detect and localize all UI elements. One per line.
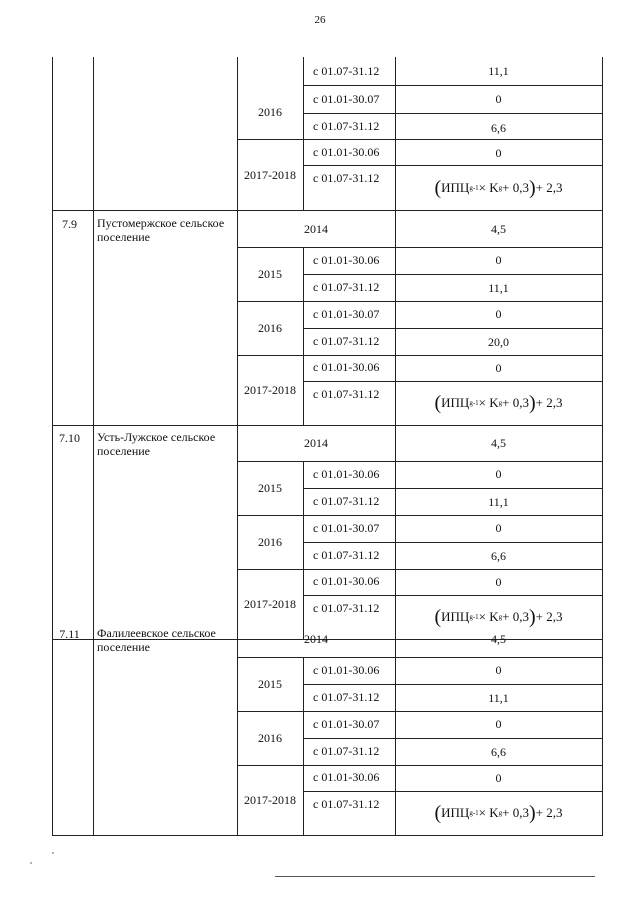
value-cell (395, 521, 602, 535)
year-cell (237, 620, 395, 657)
value-cell-text: 11,1 (488, 691, 509, 705)
formula-plus-23: + 2,3 (535, 609, 563, 624)
formula-plus-23: + 2,3 (535, 179, 563, 195)
year-cell (237, 85, 303, 139)
year-cell (237, 657, 303, 711)
formula-sub-g: g (498, 183, 503, 192)
table-rule (93, 424, 94, 639)
value-cell (395, 495, 602, 509)
value-cell-text: 0 (495, 521, 502, 535)
value-cell-text: 0 (495, 253, 502, 267)
paren-close: ) (529, 606, 536, 628)
section-number (52, 431, 87, 445)
period-cell (313, 280, 405, 294)
period-cell-text: с 01.07-31.12 (313, 797, 380, 811)
paren-open: ( (434, 606, 442, 628)
period-cell-text: с 01.07-31.12 (313, 601, 380, 615)
table-rule (93, 57, 94, 210)
table-rule (93, 210, 94, 425)
formula-plus-23: + 2,3 (535, 395, 563, 410)
paren-close: ) (529, 392, 536, 414)
section-number (52, 627, 87, 641)
value-cell-text: 0 (495, 146, 502, 160)
period-cell-text: с 01.01-30.06 (313, 770, 380, 784)
period-cell (313, 360, 405, 374)
formula-sub-g1: g-1 (469, 183, 479, 192)
period-cell-text: с 01.07-31.12 (313, 64, 380, 78)
paren-open: ( (434, 392, 442, 414)
value-cell-text: 0 (495, 771, 502, 785)
value-cell-text: 0 (495, 663, 502, 677)
year-cell (237, 210, 395, 247)
value-cell (395, 121, 602, 135)
value-cell-text: 0 (495, 307, 502, 321)
settlement-name (97, 216, 233, 244)
value-cell (395, 92, 602, 106)
value-cell-text: 4,5 (491, 631, 506, 646)
period-cell (313, 145, 405, 159)
table-rule (602, 57, 603, 210)
year-cell (237, 139, 303, 210)
scan-speck (30, 862, 32, 864)
value-cell (395, 361, 602, 375)
paren-open: ( (434, 802, 442, 824)
period-cell (313, 770, 405, 784)
value-cell (395, 64, 602, 78)
table-rule (602, 210, 603, 425)
year-cell-text: 2017-2018 (244, 167, 296, 182)
settlement-name-text: Пустомержское сельское поселение (97, 216, 225, 244)
year-cell (237, 765, 303, 835)
year-cell-text: 2016 (258, 105, 282, 119)
period-cell (313, 387, 405, 401)
value-cell (395, 575, 602, 589)
formula-sub-g1: g-1 (469, 613, 479, 621)
table-rule (303, 542, 602, 543)
formula-plus-23: + 2,3 (535, 805, 563, 820)
table-rule (93, 620, 94, 835)
value-cell-text: 0 (495, 717, 502, 731)
value-cell-text: 6,6 (491, 745, 506, 759)
value-cell (395, 467, 602, 481)
period-cell (313, 334, 405, 348)
period-cell (313, 744, 405, 758)
year-cell (237, 515, 303, 569)
value-cell-text: 11,1 (488, 281, 509, 295)
period-cell (313, 307, 405, 321)
value-cell-text: 0 (495, 467, 502, 481)
year-cell-text: 2016 (258, 321, 282, 335)
period-cell (313, 253, 405, 267)
period-cell (313, 92, 405, 106)
settlement-name-text: Фалилеевское сельское поселение (97, 626, 216, 654)
value-cell (395, 620, 602, 657)
value-cell (395, 717, 602, 731)
period-cell (313, 690, 405, 704)
formula-cell (395, 165, 602, 210)
table-rule (303, 85, 602, 86)
formula-plus-03: + 0,3 (502, 179, 529, 195)
formula-k: × K (478, 179, 499, 195)
period-cell (313, 717, 405, 731)
period-cell-text: с 01.01-30.07 (313, 92, 380, 106)
year-cell-text: 2016 (258, 535, 282, 549)
table-rule (602, 424, 603, 639)
value-cell-text: 0 (495, 575, 502, 589)
period-cell-text: с 01.07-31.12 (313, 744, 380, 758)
table-rule (303, 274, 602, 275)
formula-k: × K (478, 609, 499, 624)
value-cell-text: 0 (495, 92, 502, 106)
footer-divider (275, 876, 595, 877)
value-cell-text: 4,5 (491, 221, 506, 236)
table-rule (52, 57, 53, 210)
period-cell-text: с 01.07-31.12 (313, 548, 380, 562)
value-cell (395, 691, 602, 705)
page-number: 26 (314, 14, 326, 26)
period-cell-text: с 01.07-31.12 (313, 494, 380, 508)
year-cell-text: 2015 (258, 677, 282, 691)
year-cell-text: 2015 (258, 267, 282, 281)
value-cell (395, 745, 602, 759)
period-cell (313, 797, 405, 811)
period-cell-text: с 01.01-30.06 (313, 253, 380, 267)
value-cell-text: 4,5 (491, 435, 506, 450)
paren-close: ) (529, 802, 536, 824)
table-rule (303, 113, 602, 114)
period-cell (313, 548, 405, 562)
table-rule (52, 620, 53, 835)
period-cell (313, 171, 405, 185)
formula-plus-03: + 0,3 (502, 609, 529, 624)
paren-open: ( (434, 176, 442, 199)
table-rule (303, 488, 602, 489)
value-cell (395, 663, 602, 677)
formula-sub-g: g (498, 399, 503, 407)
formula-sub-g: g (498, 613, 503, 621)
table-rule (52, 424, 53, 639)
table-rule (602, 620, 603, 835)
value-cell (395, 253, 602, 267)
period-cell (313, 521, 405, 535)
period-cell-text: с 01.01-30.06 (313, 360, 380, 374)
value-cell-text: 20,0 (488, 335, 509, 349)
year-cell (237, 355, 303, 425)
formula-ipc: ИПЦ (441, 609, 470, 624)
table-rule (303, 57, 304, 210)
year-cell (237, 301, 303, 355)
formula-plus-03: + 0,3 (502, 805, 529, 820)
value-cell (395, 549, 602, 563)
period-cell-text: с 01.07-31.12 (313, 171, 380, 185)
period-cell-text: с 01.01-30.07 (313, 717, 380, 731)
year-cell-text: 2014 (304, 631, 328, 646)
year-cell-text: 2017-2018 (244, 383, 296, 397)
value-cell (395, 424, 602, 461)
table-rule (52, 210, 53, 425)
settlement-name-text: Усть-Лужское сельское поселение (97, 430, 216, 458)
period-cell (313, 574, 405, 588)
value-cell (395, 146, 602, 160)
year-cell-text: 2014 (304, 221, 328, 236)
period-cell (313, 494, 405, 508)
year-cell-text: 2017-2018 (244, 597, 296, 611)
year-cell-text: 2015 (258, 481, 282, 495)
value-cell (395, 771, 602, 785)
year-cell-text: 2014 (304, 435, 328, 450)
formula-sub-g1: g-1 (469, 399, 479, 407)
formula-ipc: ИПЦ (441, 805, 470, 820)
value-cell-text: 6,6 (491, 549, 506, 563)
period-cell-text: с 01.01-30.07 (313, 307, 380, 321)
table-rule (303, 328, 602, 329)
formula-k: × K (478, 395, 499, 410)
formula-cell (395, 791, 602, 835)
year-cell (237, 461, 303, 515)
formula-ipc: ИПЦ (441, 395, 470, 410)
formula-plus-03: + 0,3 (502, 395, 529, 410)
value-cell (395, 307, 602, 321)
period-cell (313, 601, 405, 615)
period-cell-text: с 01.07-31.12 (313, 119, 380, 133)
value-cell (395, 210, 602, 247)
paren-close: ) (529, 176, 536, 199)
formula-cell (395, 381, 602, 425)
table-rule (303, 684, 602, 685)
value-cell-text: 11,1 (488, 495, 509, 509)
formula-k: × K (478, 805, 499, 820)
period-cell-text: с 01.01-30.06 (313, 663, 380, 677)
formula-sub-g1: g-1 (469, 809, 479, 817)
period-cell-text: с 01.01-30.06 (313, 467, 380, 481)
period-cell (313, 663, 405, 677)
table-rule (52, 835, 603, 836)
value-cell (395, 335, 602, 349)
value-cell-text: 11,1 (488, 64, 509, 78)
period-cell-text: с 01.07-31.12 (313, 334, 380, 348)
section-number (52, 217, 87, 231)
section-number-text: 7.9 (62, 217, 77, 231)
year-cell (237, 247, 303, 301)
period-cell-text: с 01.07-31.12 (313, 280, 380, 294)
section-number-text: 7.10 (59, 431, 80, 445)
settlement-name (97, 430, 233, 458)
period-cell-text: с 01.07-31.12 (313, 387, 380, 401)
year-cell-text: 2016 (258, 731, 282, 745)
table-rule (303, 738, 602, 739)
formula-sub-g: g (498, 809, 503, 817)
period-cell (313, 467, 405, 481)
value-cell-text: 6,6 (491, 121, 506, 135)
period-cell-text: с 01.01-30.07 (313, 521, 380, 535)
year-cell (237, 711, 303, 765)
period-cell-text: с 01.01-30.06 (313, 145, 380, 159)
period-cell-text: с 01.01-30.06 (313, 574, 380, 588)
scan-speck (52, 852, 54, 854)
period-cell-text: с 01.07-31.12 (313, 690, 380, 704)
settlement-name (97, 626, 233, 654)
formula-ipc: ИПЦ (441, 179, 470, 195)
value-cell (395, 281, 602, 295)
section-number-text: 7.11 (59, 627, 80, 641)
period-cell (313, 119, 405, 133)
value-cell-text: 0 (495, 361, 502, 375)
period-cell (313, 64, 405, 78)
year-cell (237, 424, 395, 461)
year-cell-text: 2017-2018 (244, 793, 296, 807)
